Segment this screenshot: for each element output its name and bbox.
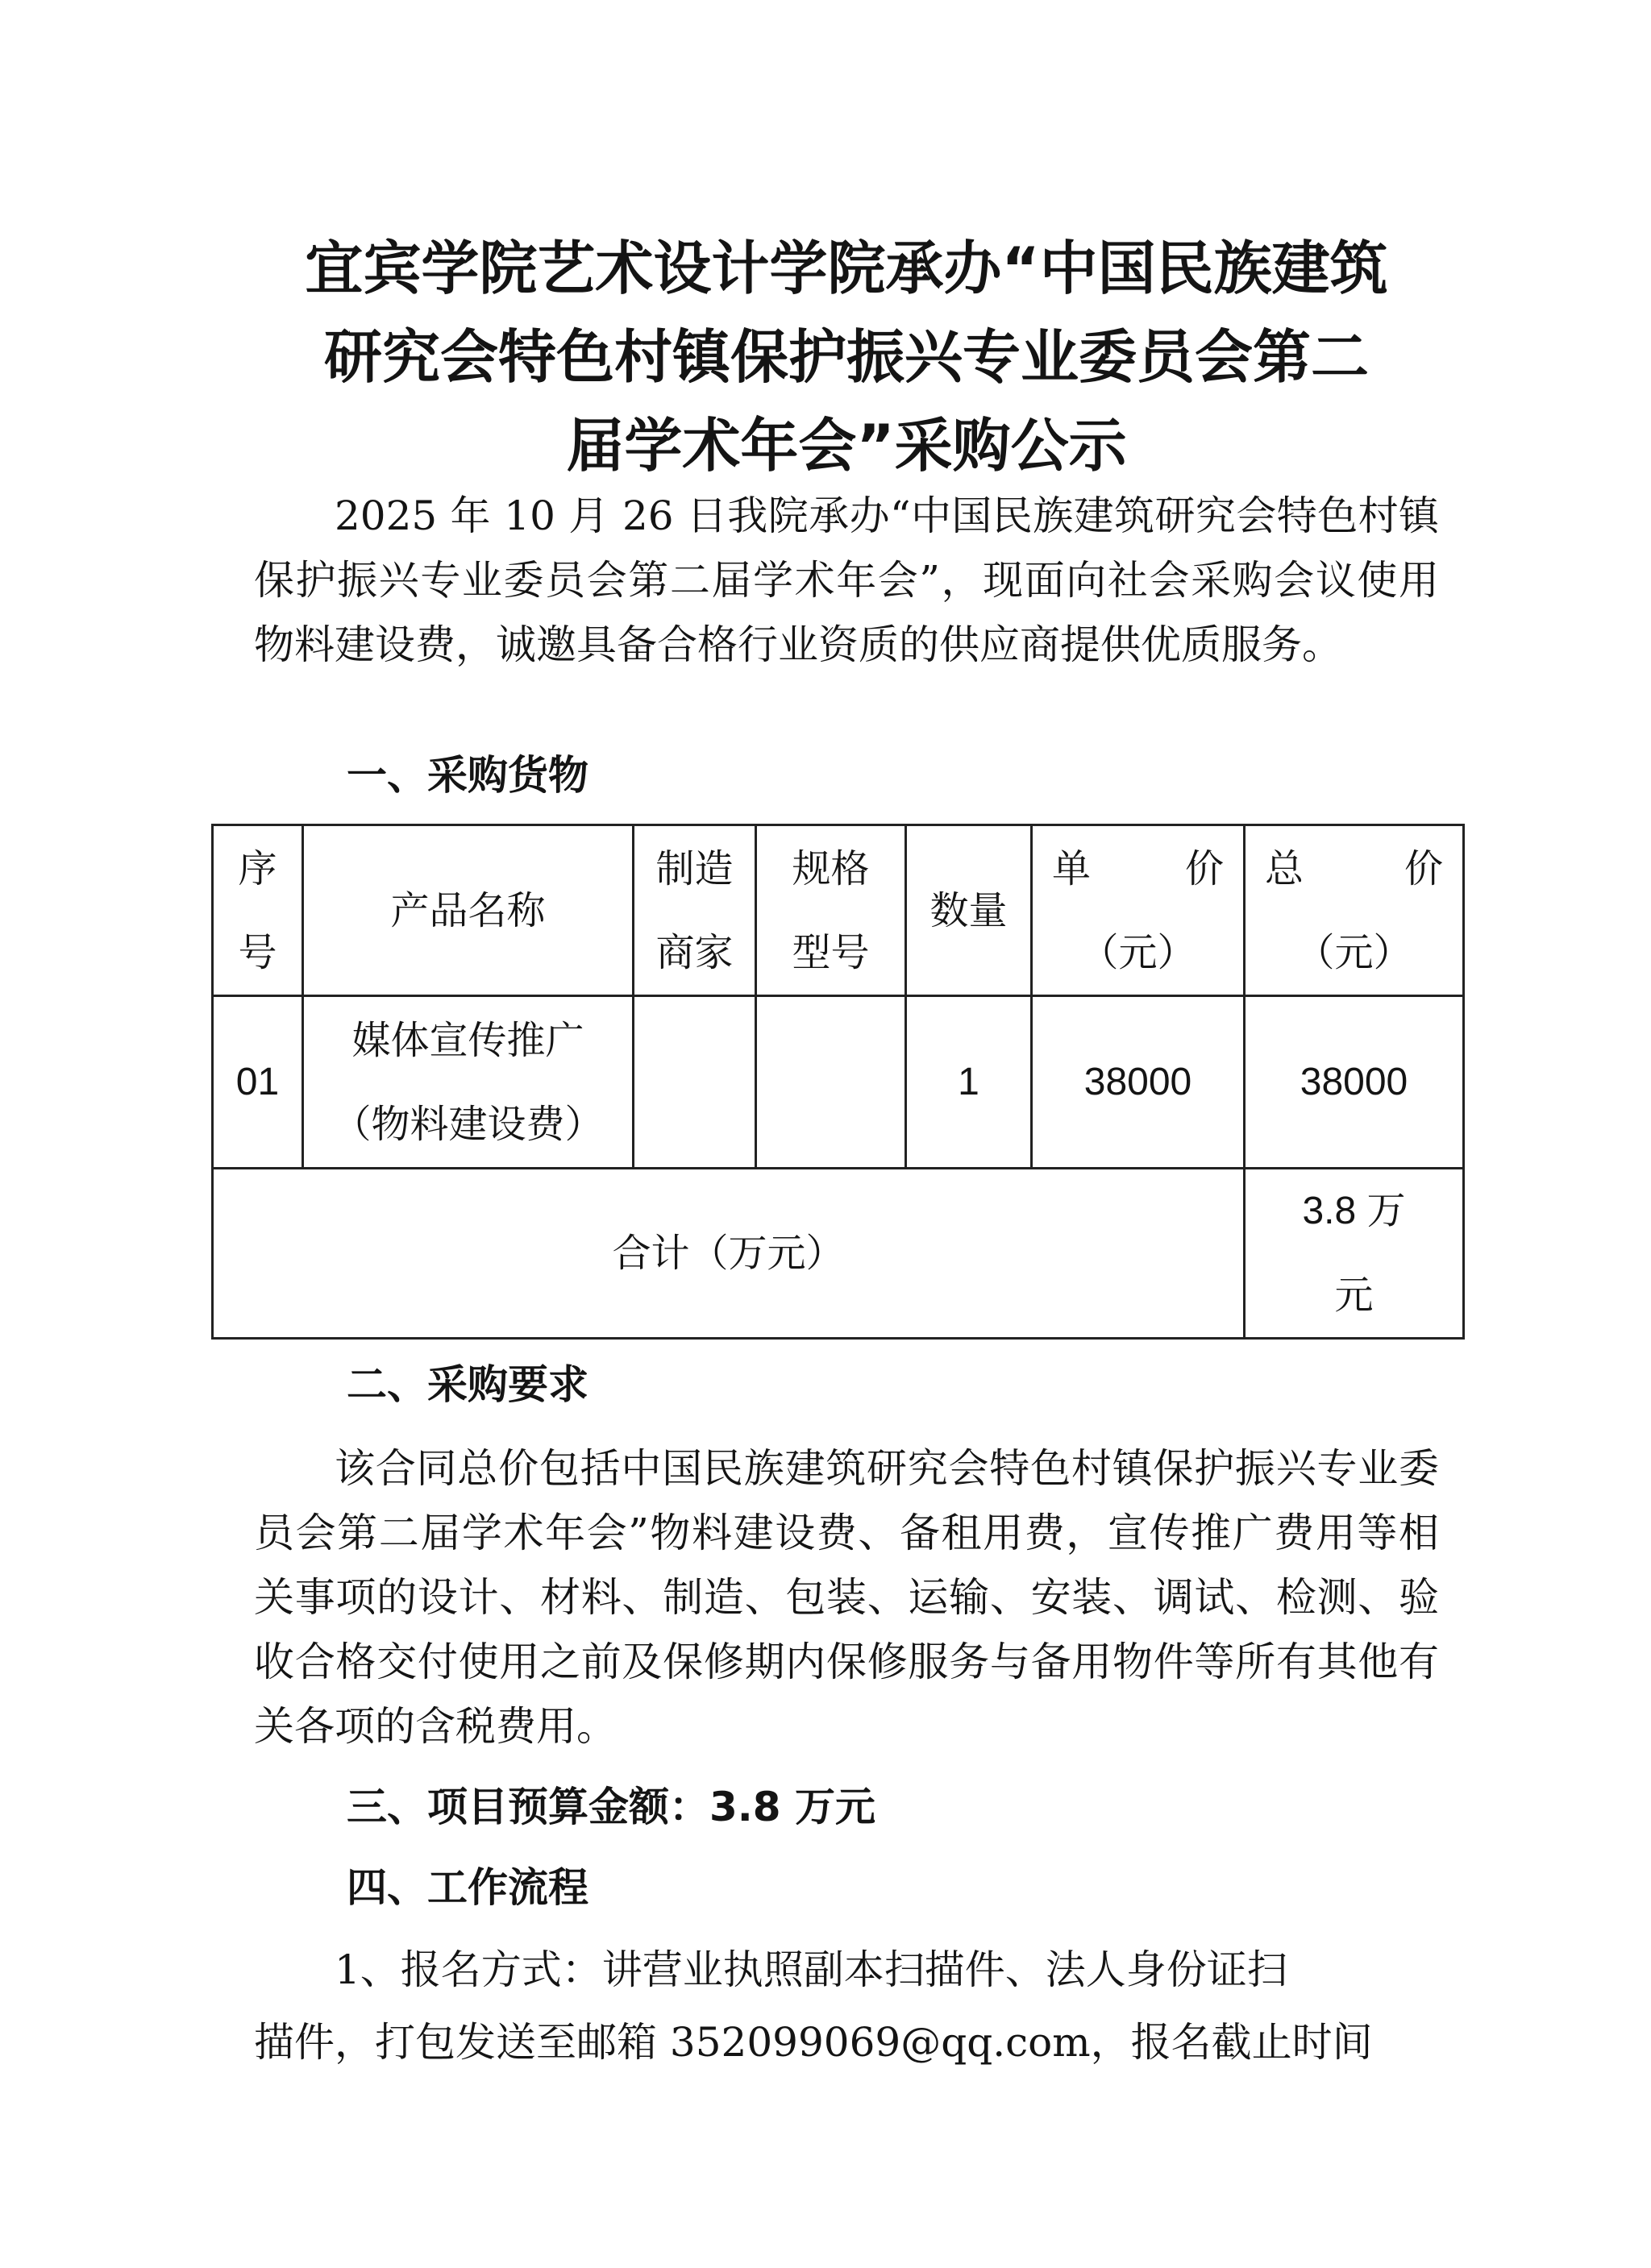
section-3-heading: 三、项目预算金额：3.8 万元	[347, 1784, 875, 1830]
section-2-body: 该合同总价包括中国民族建筑研究会特色村镇保护振兴专业委员会第二届学术年会”物料建设费、备租用费，宣传推广费用等相关事项的设计、材料、制造、包装、运输、安装、调试、检测、验收合格交付使用之前及保修期内保修服务与备用物件等所有其他有关各项的含税费用。	[254, 1445, 1439, 1750]
sum-label: 合计（万元）	[213, 1169, 1245, 1339]
header-spec: 规格 型号	[756, 825, 906, 996]
title-line-1: 宜宾学院艺术设计学院承办“中国民族建筑	[305, 235, 1388, 302]
sum-value: 3.8 万 元	[1245, 1169, 1464, 1339]
title-line-2: 研究会特色村镇保护振兴专业委员会第二	[323, 323, 1369, 391]
table-sum-row	[213, 1169, 1464, 1339]
step-1-line-2: 描件，打包发送至邮箱 352099069@qq.com，报名截止时间	[254, 2019, 1373, 2066]
header-seq: 序 号	[213, 825, 303, 996]
header-unit-price: 单 价 （元）	[1032, 825, 1245, 996]
header-total-price: 总 价 （元）	[1245, 825, 1464, 996]
cell-manufacturer	[634, 996, 756, 1169]
table-header-row	[213, 825, 1464, 996]
section-1-heading: 一、采购货物	[347, 752, 588, 799]
header-quantity: 数量	[906, 825, 1032, 996]
cell-quantity: 1	[906, 996, 1032, 1169]
cell-product-name: 媒体宣传推广 （物料建设费）	[303, 996, 634, 1169]
header-manufacturer: 制造 商家	[634, 825, 756, 996]
cell-seq: 01	[213, 996, 303, 1169]
procurement-table	[211, 824, 1465, 1340]
document-title	[242, 224, 1451, 490]
header-product-name: 产品名称	[303, 825, 634, 996]
section-4-heading: 四、工作流程	[347, 1864, 588, 1911]
title-line-3: 届学术年会”采购公示	[566, 412, 1127, 480]
table-row	[213, 996, 1464, 1169]
cell-unit-price: 38000	[1032, 996, 1245, 1169]
cell-total-price: 38000	[1245, 996, 1464, 1169]
step-1-line-1: 1、报名方式：讲营业执照副本扫描件、法人身份证扫	[335, 1946, 1287, 1993]
section-2-heading: 二、采购要求	[347, 1361, 588, 1408]
intro-paragraph: 2025 年 10 月 26 日我院承办“中国民族建筑研究会特色村镇保护振兴专业委员会第二届学术年会”，现面向社会采购会议使用物料建设费，诚邀具备合格行业资质的供应商提供优质服务。	[254, 492, 1439, 668]
cell-spec	[756, 996, 906, 1169]
